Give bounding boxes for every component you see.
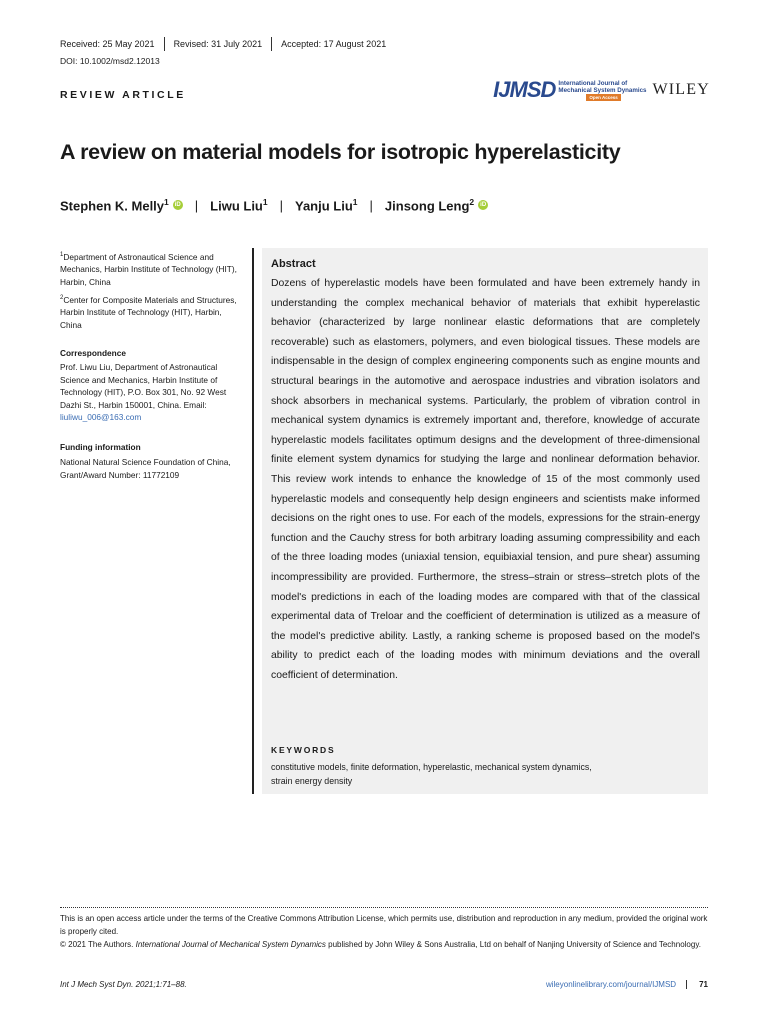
accepted-date: Accepted: 17 August 2021 (281, 39, 387, 49)
abstract-text: Dozens of hyperelastic models have been formulated and have been extremely handy in understanding the complex mechanical behavior of materials that exhibit hyperelastic behavior (characterized by large nonlinear elastic deformations that are completely recoverable) such as elastomers, polymers, and even biological tissues. These models are indispensable in the design of complex engineering components such as engine mounts and structural bearings in the automotive and aerospace industries and vibration isolators and shock absorbers in mechanical systems. Particularly, the problem of vibration control in mechanical system dynamics is extremely important and, therefore, knowledge of accurate hyperelastic models facilitates optimum designs and the development of three-dimensional finite element system dynamics for studying the large and nonlinear deformation behavior. This review work intends to enhance the knowledge of 15 of the most commonly used hyperelastic models and consequently help design engineers and scientists make informed decisions on the right ones to use. For each of the models, expressions for the strain-energy function and the Cauchy stress for both arbitrary loading assuming compressibility and each of the three loading modes (uniaxial tension, equibiaxial tension, and pure shear) assuming incompressibility are provided. Furthermore, the stress–strain or stress–stretch plots of the model's predictions in each of the loading modes are compared with that of the classical experimental data of Treloar and the coefficient of determination is utilized as a measure of the model's predictive ability. Lastly, a ranking scheme is proposed based on the model's ability to predict each of the loading modes with minimum deviations and the overall coefficient of determination. (271, 278, 700, 681)
doi[interactable]: DOI: 10.1002/msd2.12013 (60, 56, 160, 66)
open-access-badge: Open Access (586, 94, 620, 101)
footer-divider (60, 907, 708, 908)
submission-dates (60, 37, 386, 51)
author[interactable]: Jinsong Leng$^2$ (384, 197, 475, 214)
divider: | (194, 197, 199, 213)
journal-url[interactable]: wileyonlinelibrary.com/journal/IJMSD (545, 980, 677, 989)
orcid-icon[interactable]: iD (174, 202, 181, 209)
page-footer (60, 980, 708, 989)
logo-sub-line: Mechanical System Dynamics (558, 86, 647, 94)
author-list (60, 197, 488, 213)
page-number: 71 (686, 980, 708, 989)
affiliation: $^1$Department of Astronautical Science and Mechanics, Harbin Institute of Technology (HIT), Harbin, China (60, 251, 237, 287)
correspondence-heading: Correspondence (60, 348, 126, 358)
keywords-text (271, 760, 691, 788)
author[interactable]: Stephen K. Melly$^1$ (60, 197, 169, 214)
divider: | (279, 197, 283, 213)
author[interactable]: Yanju Liu$^1$ (295, 197, 358, 214)
email-link[interactable]: liuliwu_006@163.com (60, 412, 142, 422)
revised-date: Revised: 31 July 2021 (173, 39, 263, 49)
column-divider (252, 248, 254, 794)
funding-text: National Natural Science Foundation of China, Grant/Award Number: 11772109 (60, 457, 231, 480)
article-title: A review on material models for isotropic hyperelasticity (60, 140, 621, 164)
copyright-text: © 2021 The Authors. International Journal of Mechanical System Dynamics published by John Wiley & Sons Australia, Ltd on behalf of Nanjing University of Science and Technology. (60, 940, 701, 949)
ijmsd-logo-text: IJMSD (493, 77, 556, 102)
ijmsd-logo-subtitle (558, 80, 646, 101)
journal-logo (493, 77, 710, 103)
orcid-icon[interactable]: iD (480, 202, 487, 209)
citation: Int J Mech Syst Dyn. 2021;1:71–88. (60, 980, 187, 989)
logo-sub-line: International Journal of (558, 79, 628, 87)
keywords-heading: KEYWORDS (271, 745, 336, 755)
divider: | (369, 197, 373, 213)
correspondence-text: Prof. Liwu Liu, Department of Astronautical Science and Mechanics, Harbin Institute of Technology (HIT), P.O. Box 301, No. 92 West Dazhi St., Harbin 150001, China. Email: liuliwu_006@163.com (60, 362, 227, 422)
publisher-logo: WILEY (652, 81, 710, 98)
divider (271, 37, 272, 51)
divider (164, 37, 165, 51)
affiliation: $^2$Center for Composite Materials and Structures, Harbin Institute of Technology (HIT), Harbin, China (60, 294, 237, 330)
received-date: Received: 25 May 2021 (60, 39, 155, 49)
author[interactable]: Liwu Liu$^1$ (210, 197, 268, 214)
abstract-heading: Abstract (271, 258, 316, 270)
license-text: This is an open access article under the terms of the Creative Commons Attribution License, which permits use, distribution and reproduction in any medium, provided the original work is properly cited. (60, 914, 708, 936)
article-type: REVIEW ARTICLE (60, 89, 186, 101)
keywords-line: constitutive models, finite deformation, hyperelastic, mechanical system dynamics, (271, 762, 592, 772)
funding-heading: Funding information (60, 442, 141, 452)
keywords-line: strain energy density (271, 776, 353, 786)
